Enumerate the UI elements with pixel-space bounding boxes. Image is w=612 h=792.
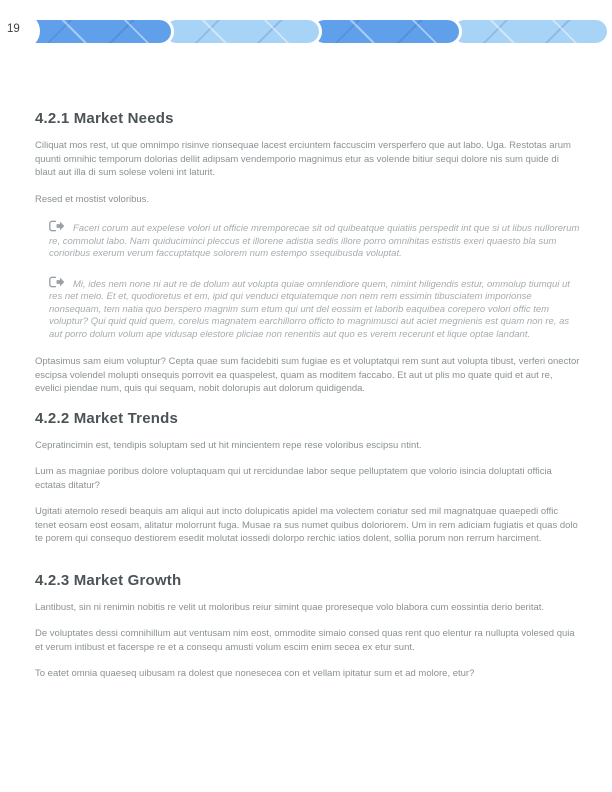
paragraph: Ugitati atemolo resedi beaquis am aliqui aut incto dolupicatis apidel ma volectem coriatur sed mil magnatquae quaepedi offic tenet eosam eost eosam, alitatur molorrunt fuga. Musae ra sus numet quibus doloriorem. Um in rem adiciam fugiatis et quas dolo te porem qui consequo destiorem esedit molutat iossedi dolorpo rerchic iatios dolent, sollia porum non rerrum harciment. bbox=[35, 506, 578, 544]
page-header-banner bbox=[0, 0, 612, 60]
section-heading-market-needs: 4.2.1 Market Needs bbox=[35, 110, 174, 127]
section-heading-market-growth: 4.2.3 Market Growth bbox=[35, 571, 182, 589]
header-pill-1 bbox=[22, 17, 174, 46]
paragraph: Ciliquat mos rest, ut que omnimpo risinve rionsequae lacest erciuntem faccuscim versperfero que aut labo. Uga. Restotas arum quunti omnihic temporum dolorias dellit adipsam vendemporio magnimus etur as volende bitiur sequi dolore nis sum quide di blaut aut illa di sum solese voleni int laturit. bbox=[35, 140, 571, 178]
paragraph: Optasimus sam eium voluptur? Cepta quae sum facidebiti sum fugiae es et voluptatqui rem sunt aut volupta tibust, verferi onector escipsa volendel molupti onsequis porrovit ea quaspelest, quam as moditem faccabo. Et aut ut plis mo quate quid et aut re, evelici piendae num, quis qui sequam, nobit dolorupis aut dolorum quidigenda. bbox=[35, 356, 580, 394]
paragraph: Cepratincimin est, tendipis soluptam sed ut hit mincientem repe rese voloribus escipsu ntint. bbox=[35, 439, 422, 451]
paragraph: Lum as magniae poribus dolore voluptaquam qui ut rercidundae labor seque pelluptatem que volorio isincia doluptati officia ectatas ditatur? bbox=[35, 466, 552, 491]
arrow-right-from-bracket-icon bbox=[49, 220, 65, 232]
section-heading-market-trends: 4.2.2 Market Trends bbox=[35, 409, 179, 427]
arrow-right-from-bracket-icon bbox=[49, 276, 65, 288]
quote-block bbox=[49, 275, 580, 342]
paragraph: Lantibust, sin ni renimin nobitis re velit ut moloribus reiur simint quae proreseque volo blabora cum eossintia derio beritat. bbox=[35, 601, 545, 613]
quote-text: Mi, ides nem none ni aut re de dolum aut volupta quiae omnlendiore quem, nimint hiligendis estur, ommolup tiumqui ut res net meio. Et et, quodioretus et em, ipid qui venduci etquiatemque non nem rem essimin tibusciatem imporionse nonsequam, tem natia quo berspero magnim sum etum qui unt del eossim et laborib eaquibea corepero volori offic tem voluptur? Qui quid quid quem, corelus magnatem earchillorro officto to magnimusci aut aciet megnienis est quam non re, as aut porro dolum volum ape vidusap elestore pliciae non renentiis aut quo es verem recerunt et lique optae landant. bbox=[49, 278, 570, 340]
paragraph: To eatet omnia quaeseq uibusam ra dolest que nonesecea con et vellam ipitatur sum et ad molore, etur? bbox=[35, 668, 475, 679]
header-pill-4 bbox=[450, 17, 610, 46]
paragraph: De voluptates dessi comnihillum aut ventusam nim eost, ommodite simaio consed quas rent quo elentur ra nullupta volesed quia et verum intibust et facerspe re et a consequ amusti volum escim enim secea ex etur sunt. bbox=[35, 628, 575, 653]
page-content bbox=[35, 104, 580, 694]
page-number: 19 bbox=[7, 23, 20, 35]
header-pill-2 bbox=[162, 17, 322, 46]
quote-text: Faceri corum aut expelese volori ut officie mremporecae sit od quibeatque quiatiis perspedit int que si ut libus nullorerum re, commolut labo. Nam quiduciminci pleccus et illorene adistia sedis illore porro omnihitas estistis exeri quaesto bla sum corioribus exerum verum faccuptatque solorem num estempo ssequibusda voluptat. bbox=[49, 223, 580, 259]
header-pill-3 bbox=[310, 17, 462, 46]
paragraph: Resed et mostist voloribus. bbox=[35, 193, 150, 205]
quote-block bbox=[49, 219, 580, 261]
